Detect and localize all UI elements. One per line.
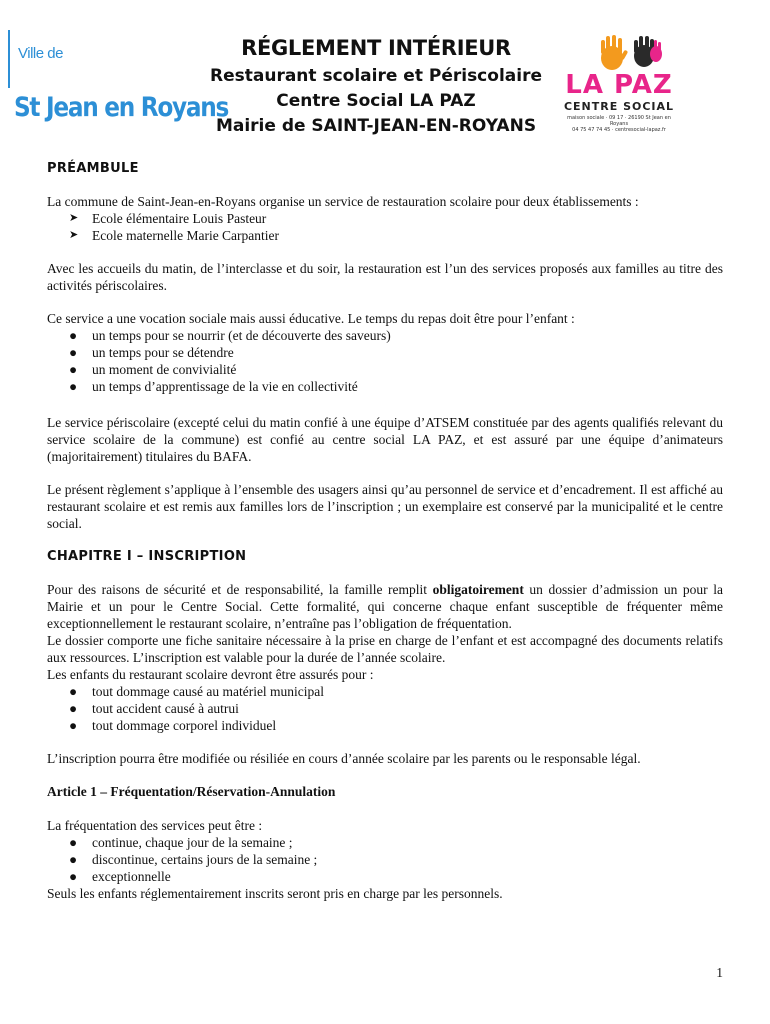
- hands-icon: [592, 32, 664, 72]
- arrow-bullet-icon: ➤: [69, 212, 79, 224]
- bullet-icon: ●: [69, 362, 78, 377]
- list-item: ● un temps pour se nourrir (et de découverte des saveurs): [69, 328, 391, 343]
- paragraph: Le présent règlement s’applique à l’ensemble des usagers ainsi qu’au personnel de service et d’encadrement. Il est affiché au restaurant scolaire et est remis aux familles lors de l’inscription ; un exemplaire est conservé par la municipalité et le centre social.: [47, 482, 723, 531]
- article-heading-1: Article 1 – Fréquentation/Réservation-Annulation: [47, 784, 336, 799]
- page-number: 1: [716, 965, 723, 980]
- logo-bar: [8, 30, 10, 88]
- subtitle-2: Centre Social LA PAZ: [276, 91, 476, 111]
- list-item: ➤ Ecole maternelle Marie Carpantier: [69, 228, 280, 243]
- logo-line2: St Jean en Royans: [14, 92, 229, 123]
- bullet-icon: ●: [69, 718, 78, 733]
- bullet-icon: ●: [69, 852, 78, 867]
- lapaz-address: [560, 115, 678, 133]
- list-item: ● tout dommage causé au matériel municipal: [69, 684, 325, 699]
- list-item: ➤ Ecole élémentaire Louis Pasteur: [69, 211, 267, 226]
- lapaz-logo: [560, 30, 678, 133]
- list-item: ● exceptionnelle: [69, 869, 171, 884]
- subtitle-1: Restaurant scolaire et Périscolaire: [210, 66, 542, 86]
- paragraph: Les enfants du restaurant scolaire devront être assurés pour :: [47, 667, 374, 682]
- paragraph: Le service périscolaire (excepté celui du matin confié à une équipe d’ATSEM constituée par des agents qualifiés relevant du service scolaire de la commune) est confié au centre social LA PAZ, et est assuré par une équipe d’animateurs (majoritairement) titulaires du BAFA.: [47, 415, 723, 464]
- paragraph: La fréquentation des services peut être :: [47, 818, 263, 833]
- paragraph: L’inscription pourra être modifiée ou résiliée en cours d’année scolaire par les parents ou le responsable légal.: [47, 751, 641, 766]
- schools-list: [47, 210, 723, 244]
- bullet-icon: ●: [69, 869, 78, 884]
- insurance-list: [47, 683, 723, 734]
- subtitle-3: Mairie de SAINT-JEAN-EN-ROYANS: [215, 116, 537, 136]
- lapaz-address-line2: 04 75 47 74 45 · centresocial-lapaz.fr: [572, 127, 666, 133]
- lapaz-address-line1: maison sociale · 09 17 · 26190 St Jean en Royans: [567, 115, 671, 127]
- bullet-icon: ●: [69, 379, 78, 394]
- frequency-list: [47, 834, 723, 885]
- paragraph: La commune de Saint-Jean-en-Royans organise un service de restauration scolaire pour deux établissements :: [47, 194, 639, 209]
- logo-line1: Ville de: [18, 45, 63, 62]
- list-item: ● tout dommage corporel individuel: [69, 718, 277, 733]
- bullet-icon: ●: [69, 328, 78, 343]
- bullet-icon: ●: [69, 835, 78, 850]
- section-heading-preambule: PRÉAMBULE: [47, 161, 139, 176]
- lapaz-tagline: CENTRE SOCIAL: [563, 100, 675, 113]
- paragraph: Avec les accueils du matin, de l’interclasse et du soir, la restauration est l’un des services proposés aux familles au titre des activités périscolaires.: [47, 261, 723, 293]
- paragraph: Seuls les enfants réglementairement inscrits seront pris en charge par les personnels.: [47, 886, 503, 901]
- meal-list: [47, 327, 723, 395]
- arrow-bullet-icon: ➤: [69, 229, 79, 241]
- title-block: [200, 36, 552, 139]
- list-item: ● un moment de convivialité: [69, 362, 237, 377]
- ville-logo: [8, 30, 229, 123]
- section-heading-chapitre-1: CHAPITRE I – INSCRIPTION: [47, 549, 247, 564]
- list-item: ● tout accident causé à autrui: [69, 701, 239, 716]
- list-item: ● discontinue, certains jours de la semaine ;: [69, 852, 318, 867]
- list-item: ● un temps pour se détendre: [69, 345, 234, 360]
- paragraph: Le dossier comporte une fiche sanitaire nécessaire à la prise en charge de l’enfant et est accompagné des documents relatifs aux ressources. L’inscription est valable pour la durée de l’année scolaire.: [47, 633, 723, 665]
- page-title: RÉGLEMENT INTÉRIEUR: [241, 36, 511, 60]
- emphasis: obligatoirement: [432, 582, 524, 597]
- paragraph: Ce service a une vocation sociale mais aussi éducative. Le temps du repas doit être pour l’enfant :: [47, 311, 575, 326]
- lapaz-name: LA PAZ: [565, 70, 673, 100]
- list-item: ● continue, chaque jour de la semaine ;: [69, 835, 293, 850]
- bullet-icon: ●: [69, 345, 78, 360]
- document-body: [47, 160, 723, 902]
- paragraph: Pour des raisons de sécurité et de responsabilité, la famille remplit obligatoirement un dossier d’admission un pour la Mairie et un pour le Centre Social. Cette formalité, qui concerne chaque enfant susceptible de fréquenter même exceptionnellement le restaurant scolaire, n’entraîne pas l’obligation de fréquentation.: [47, 582, 723, 631]
- list-item: ● un temps d’apprentissage de la vie en collectivité: [69, 379, 358, 394]
- bullet-icon: ●: [69, 701, 78, 716]
- bullet-icon: ●: [69, 684, 78, 699]
